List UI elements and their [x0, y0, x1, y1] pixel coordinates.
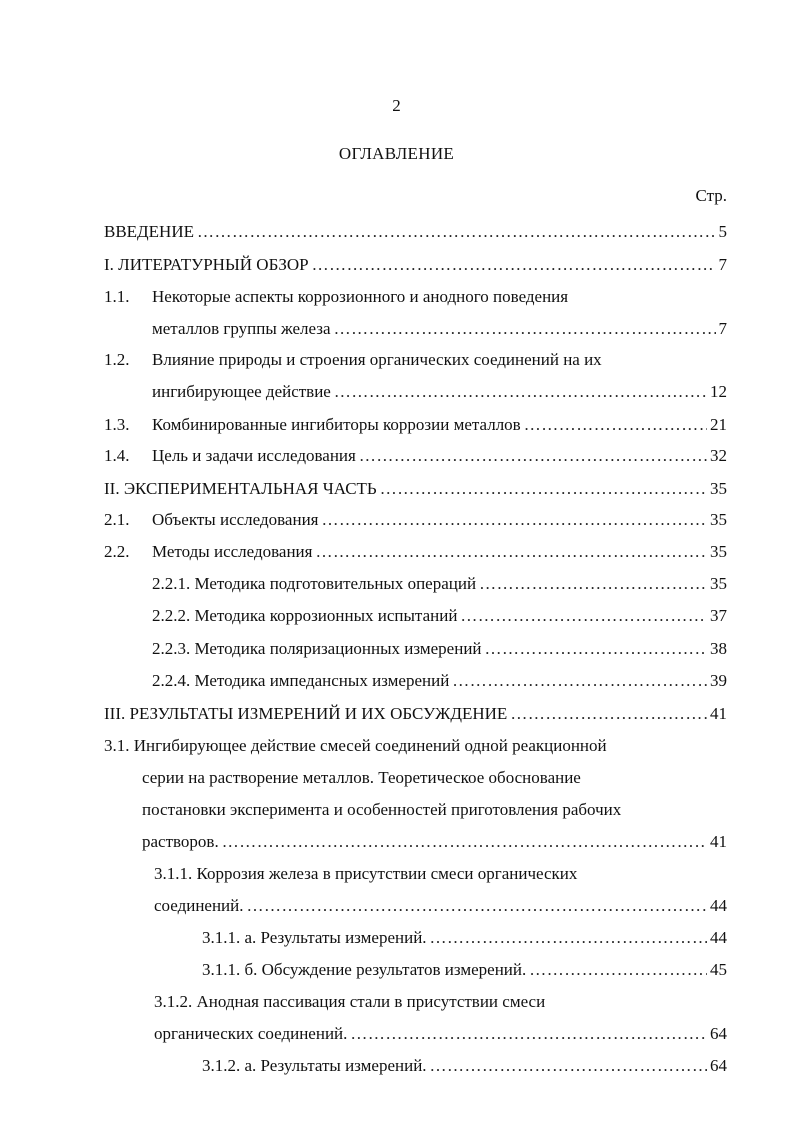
toc-entry-chapter-2[interactable]	[104, 477, 727, 501]
toc-leader-dots	[334, 380, 707, 404]
page-number: 2	[392, 96, 401, 115]
toc-entry-text: 3.1.1. а. Результаты измерений.	[202, 928, 427, 947]
toc-entry-page: 39	[710, 671, 727, 690]
toc-entry-text: I. ЛИТЕРАТУРНЫЙ ОБЗОР	[104, 255, 309, 274]
toc-entry-3-1-1-b[interactable]	[202, 958, 727, 982]
toc-entry-page: 38	[710, 639, 727, 658]
toc-entry-1-1[interactable]	[104, 285, 568, 309]
toc-entry-text: растворов.	[142, 832, 219, 851]
toc-entry-page: 35	[710, 510, 727, 529]
toc-leader-dots	[524, 413, 707, 437]
toc-leader-dots	[380, 477, 707, 501]
toc-entry-page: 21	[710, 415, 727, 434]
toc-entry-chapter-1[interactable]	[104, 253, 727, 277]
toc-entry-page: 44	[710, 896, 727, 915]
toc-entry-text: 3.1.1. б. Обсуждение результатов измерений.	[202, 960, 527, 979]
toc-entry-text: 3.1.1. Коррозия железа в присутствии смеси органических	[154, 864, 578, 883]
toc-entry-1-2-continued[interactable]	[152, 380, 727, 404]
toc-leader-dots	[460, 604, 707, 628]
toc-entry-2-2-4[interactable]	[152, 669, 727, 693]
toc-entry-text: ингибирующее действие	[152, 382, 331, 401]
toc-entry-text: III. РЕЗУЛЬТАТЫ ИЗМЕРЕНИЙ И ИХ ОБСУЖДЕНИЕ	[104, 704, 508, 723]
toc-entry-3-1-2-continued[interactable]	[154, 1022, 727, 1046]
toc-entry-3-1-line-3	[142, 798, 621, 822]
toc-entry-text: 2.2.3. Методика поляризационных измерений	[152, 639, 482, 658]
toc-entry-text: 3.1.2. а. Результаты измерений.	[202, 1056, 427, 1075]
toc-entry-page: 7	[718, 319, 727, 338]
toc-leader-dots	[315, 540, 707, 564]
toc-entry-text: 3.1.2. Анодная пассивация стали в присутствии смеси	[154, 992, 546, 1011]
toc-entry-page: 64	[710, 1024, 727, 1043]
toc-entry-chapter-3[interactable]	[104, 702, 727, 726]
toc-entry-number: 1.2.	[104, 350, 130, 369]
toc-leader-dots	[359, 444, 707, 468]
toc-entry-page: 41	[710, 832, 727, 851]
toc-entry-3-1-line-4[interactable]	[142, 830, 727, 854]
toc-leader-dots	[247, 894, 707, 918]
toc-entry-2-2-2[interactable]	[152, 604, 727, 628]
toc-entry-text: ВВЕДЕНИЕ	[104, 222, 194, 241]
toc-entry-text: серии на растворение металлов. Теоретическое обоснование	[142, 768, 581, 787]
toc-entry-page: 12	[710, 382, 727, 401]
toc-leader-dots	[350, 1022, 707, 1046]
toc-entry-2-2[interactable]	[104, 540, 727, 564]
toc-entry-text: II. ЭКСПЕРИМЕНТАЛЬНАЯ ЧАСТЬ	[104, 479, 377, 498]
toc-entry-2-2-1[interactable]	[152, 572, 727, 596]
toc-entry-text: Цель и задачи исследования	[152, 446, 356, 465]
toc-entry-3-1[interactable]	[104, 734, 607, 758]
toc-entry-3-1-1[interactable]	[154, 862, 577, 886]
page-title: ОГЛАВЛЕНИЕ	[338, 144, 455, 163]
toc-leader-dots	[430, 926, 707, 950]
toc-entry-text: 2.2.2. Методика коррозионных испытаний	[152, 606, 458, 625]
toc-entry-3-1-2[interactable]	[154, 990, 545, 1014]
toc-entry-page: 7	[718, 255, 727, 274]
toc-entry-number: 1.3.	[104, 415, 130, 434]
toc-entry-page: 41	[710, 704, 727, 723]
toc-leader-dots	[529, 958, 707, 982]
toc-entry-text: 2.2.1. Методика подготовительных операций	[152, 574, 477, 593]
toc-entry-text: 2.2.4. Методика импедансных измерений	[152, 671, 450, 690]
toc-entry-text: 3.1. Ингибирующее действие смесей соединений одной реакционной	[104, 736, 607, 755]
toc-entry-text: Комбинированные ингибиторы коррозии металлов	[152, 415, 521, 434]
toc-entry-text: Объекты исследования	[152, 510, 319, 529]
toc-entry-text: Влияние природы и строения органических соединений на их	[152, 350, 602, 369]
toc-entry-1-3[interactable]	[104, 413, 727, 437]
toc-entry-3-1-1-continued[interactable]	[154, 894, 727, 918]
toc-leader-dots	[510, 702, 707, 726]
toc-entry-1-1-continued[interactable]	[152, 317, 727, 341]
toc-entry-1-4[interactable]	[104, 444, 727, 468]
toc-leader-dots	[452, 669, 707, 693]
toc-entry-page: 32	[710, 446, 727, 465]
toc-entry-2-2-3[interactable]	[152, 637, 727, 661]
toc-entry-number: 2.1.	[104, 510, 130, 529]
toc-leader-dots	[485, 637, 707, 661]
toc-leader-dots	[222, 830, 707, 854]
toc-entry-page: 64	[710, 1056, 727, 1075]
toc-entry-1-2[interactable]	[104, 348, 602, 372]
toc-leader-dots	[479, 572, 707, 596]
toc-entry-page: 5	[718, 222, 727, 241]
toc-entry-number: 1.4.	[104, 446, 130, 465]
toc-entry-page: 37	[710, 606, 727, 625]
toc-leader-dots	[197, 220, 716, 244]
toc-entry-page: 35	[710, 479, 727, 498]
toc-entry-text: Методы исследования	[152, 542, 313, 561]
toc-entry-text: металлов группы железа	[152, 319, 331, 338]
toc-leader-dots	[334, 317, 716, 341]
toc-leader-dots	[312, 253, 716, 277]
toc-entry-page: 45	[710, 960, 727, 979]
toc-entry-3-1-1-a[interactable]	[202, 926, 727, 950]
toc-entry-page: 35	[710, 574, 727, 593]
toc-entry-number: 1.1.	[104, 287, 130, 306]
toc-entry-3-1-line-2	[142, 766, 581, 790]
toc-entry-page: 44	[710, 928, 727, 947]
toc-leader-dots	[430, 1054, 707, 1078]
toc-entry-text: Некоторые аспекты коррозионного и анодного поведения	[152, 287, 569, 306]
page-column-header: Стр.	[695, 186, 727, 205]
toc-leader-dots	[321, 508, 707, 532]
toc-entry-page: 35	[710, 542, 727, 561]
toc-entry-2-1[interactable]	[104, 508, 727, 532]
toc-entry-text: органических соединений.	[154, 1024, 348, 1043]
toc-entry-3-1-2-a[interactable]	[202, 1054, 727, 1078]
toc-entry-text: постановки эксперимента и особенностей приготовления рабочих	[142, 800, 622, 819]
toc-entry-text: соединений.	[154, 896, 244, 915]
toc-entry-introduction[interactable]	[104, 220, 727, 244]
toc-entry-number: 2.2.	[104, 542, 130, 561]
